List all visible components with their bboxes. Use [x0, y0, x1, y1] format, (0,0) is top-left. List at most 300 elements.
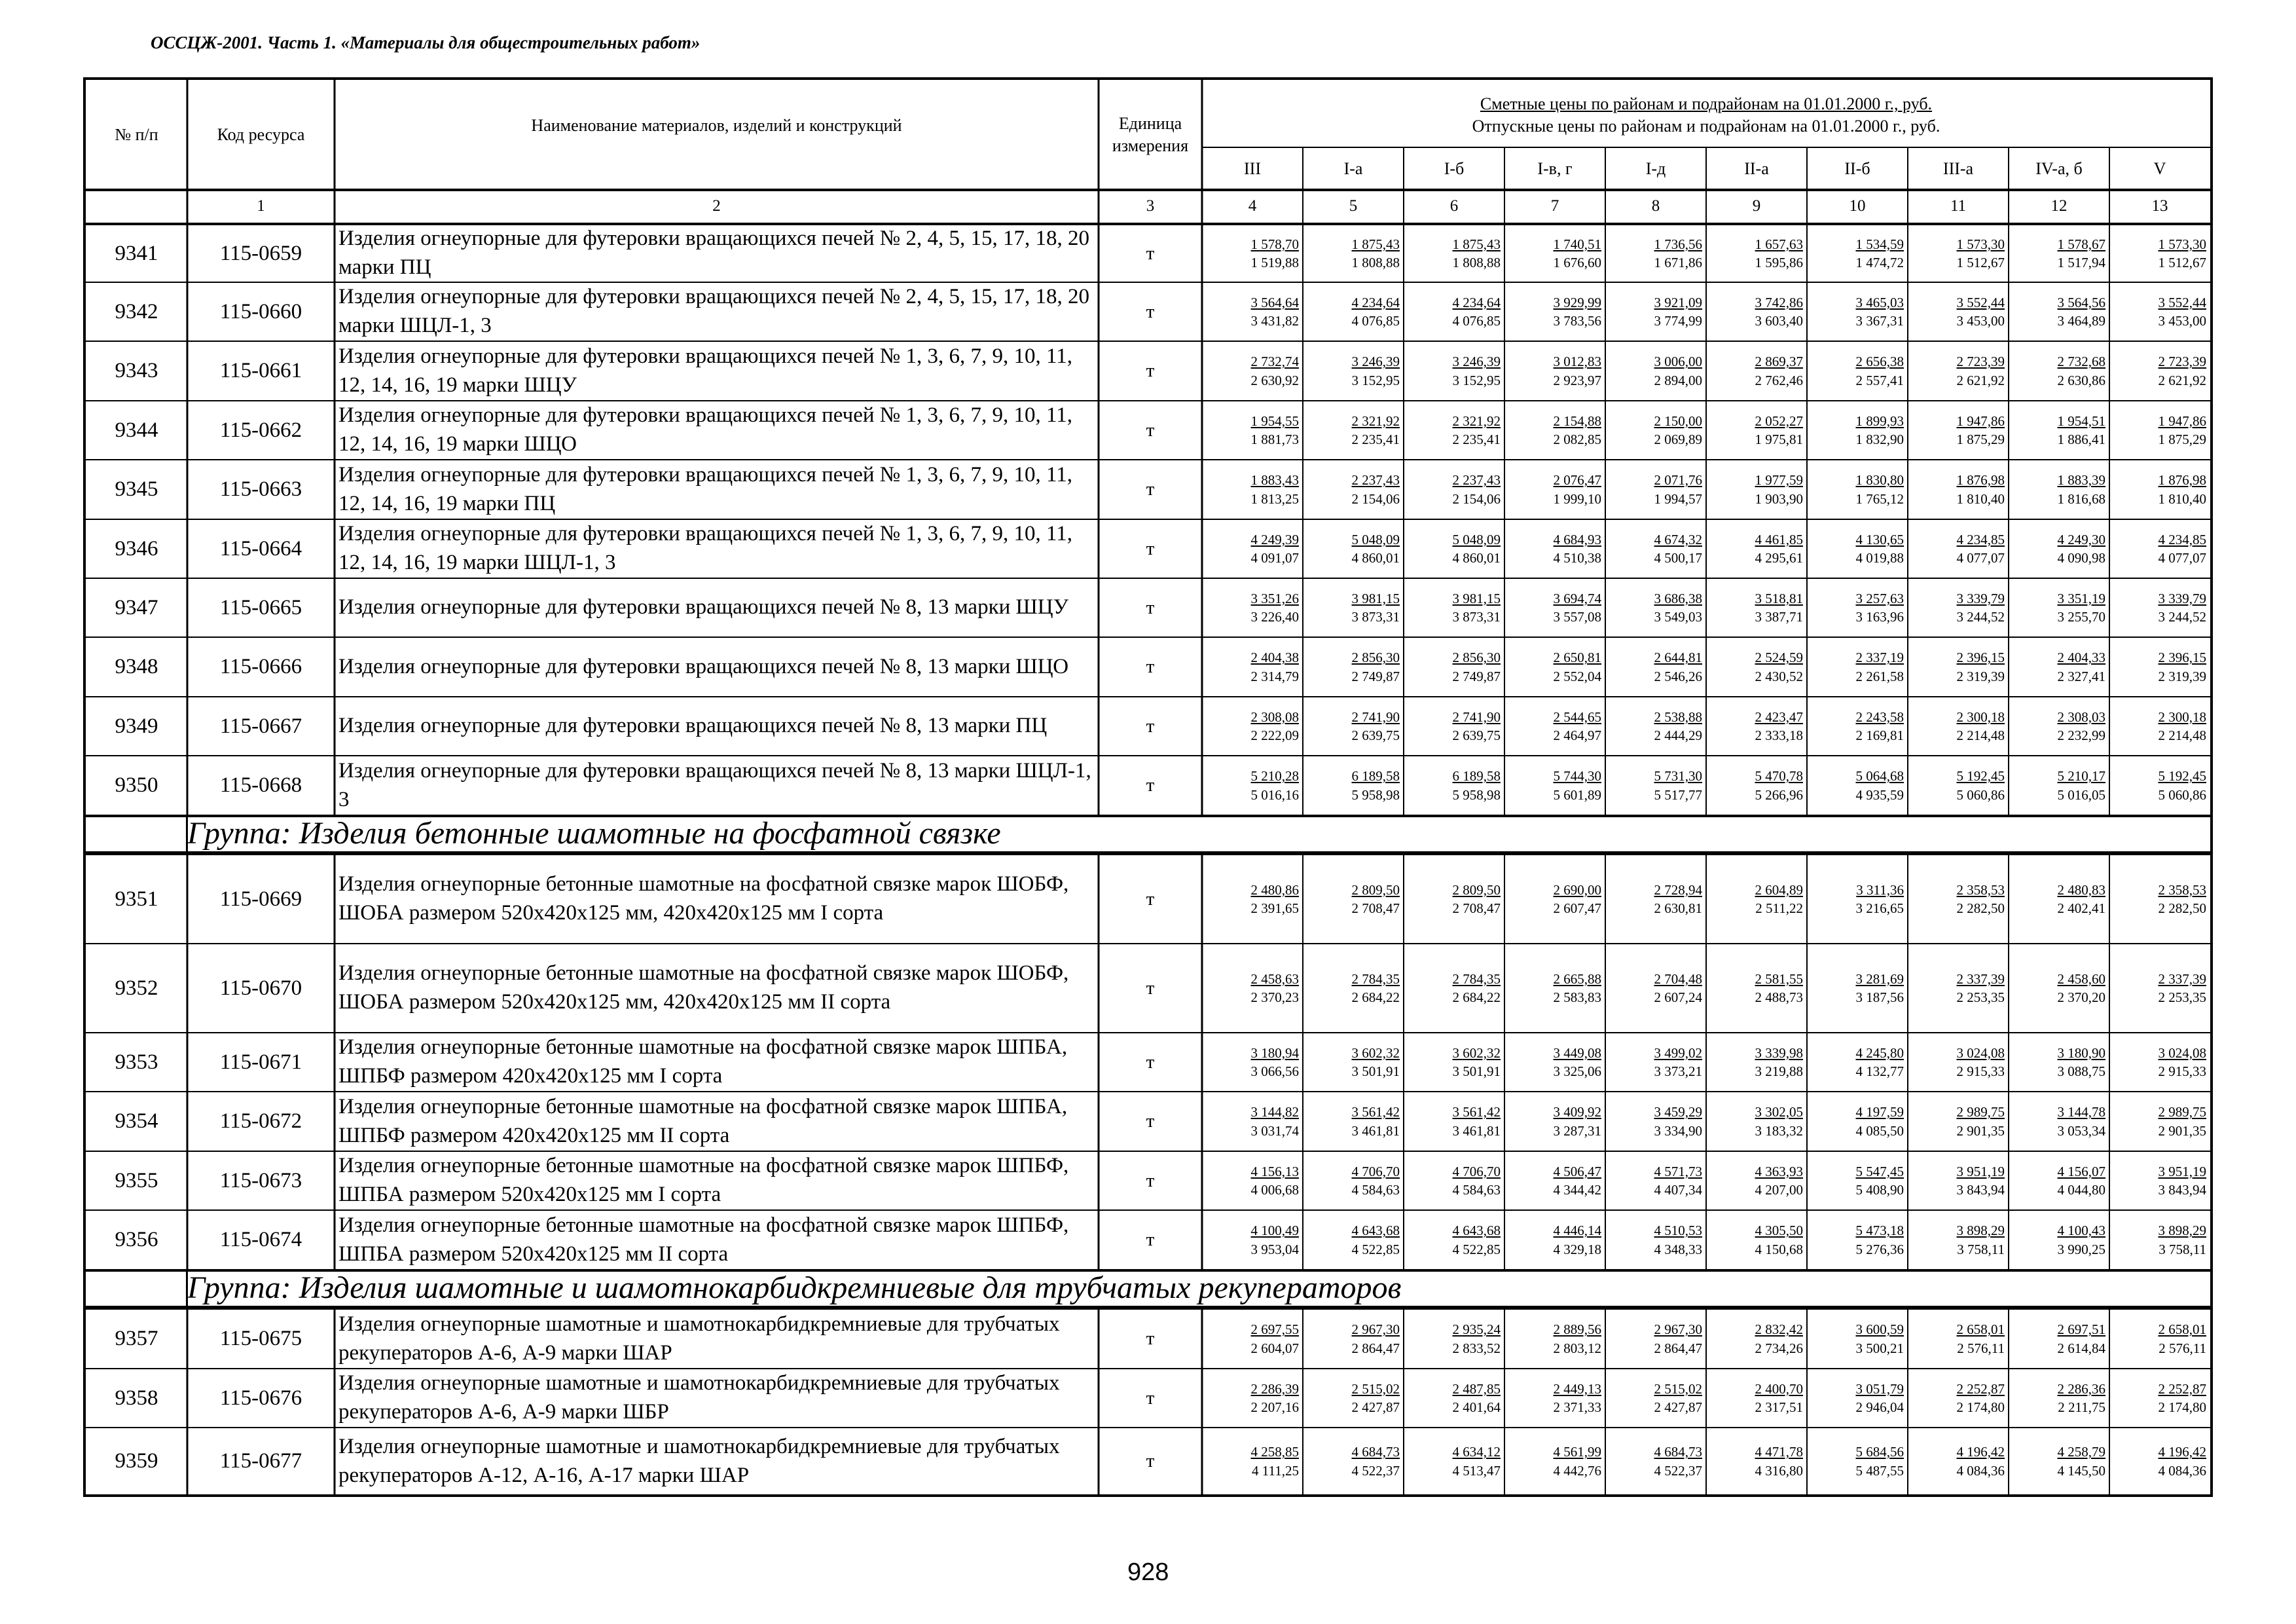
- column-number: 1: [257, 196, 265, 215]
- estimated-price: 2 856,30: [1351, 650, 1400, 666]
- release-price: 3 774,99: [1654, 313, 1702, 329]
- estimated-price: 2 300,18: [1956, 709, 2005, 725]
- header-region: I-б: [1444, 158, 1465, 178]
- price-cell: [2009, 579, 2109, 637]
- price-cell: [2009, 1369, 2109, 1427]
- price-cell: [1202, 579, 1303, 637]
- price-cell: [1303, 1033, 1404, 1091]
- price-cell: [1202, 1369, 1303, 1427]
- price-cell: [1303, 1369, 1404, 1427]
- release-price: 3 758,11: [2159, 1241, 2206, 1257]
- release-price: 3 549,03: [1654, 609, 1702, 625]
- estimated-price: 4 643,68: [1351, 1223, 1400, 1239]
- release-price: 1 875,29: [2158, 432, 2206, 447]
- header-region: I-в, г: [1537, 158, 1573, 178]
- estimated-price: 5 210,28: [1250, 768, 1299, 784]
- estimated-price: 4 684,73: [1351, 1444, 1400, 1460]
- price-cell: [1404, 1428, 1504, 1494]
- release-price: 2 222,09: [1250, 728, 1299, 743]
- row-number: 9341: [115, 241, 158, 265]
- release-price: 2 253,35: [1956, 989, 2005, 1005]
- estimated-price: 2 665,88: [1553, 970, 1601, 987]
- estimated-price: 2 337,19: [1855, 650, 1904, 666]
- material-name: Изделия огнеупорные для футеровки вращающихся печей № 2, 4, 5, 15, 17, 18, 20 марки ШЦЛ-1, 3: [338, 285, 1090, 337]
- material-name: Изделия огнеупорные для футеровки вращающихся печей № 8, 13 марки ШЦУ: [338, 595, 1069, 619]
- estimated-price: 4 234,64: [1351, 294, 1400, 310]
- release-price: 3 387,71: [1755, 609, 1803, 625]
- price-cell: [1202, 1211, 1303, 1269]
- column-number: 5: [1349, 196, 1358, 215]
- release-price: 2 901,35: [1956, 1122, 2005, 1139]
- release-price: 2 552,04: [1553, 668, 1601, 684]
- table-row: [86, 578, 2210, 637]
- price-cell: [1908, 283, 2009, 341]
- estimated-price: 2 889,56: [1553, 1321, 1601, 1338]
- estimated-price: 2 809,50: [1452, 881, 1501, 898]
- price-cell: [1404, 401, 1504, 459]
- release-price: 2 864,47: [1654, 1340, 1702, 1356]
- estimated-price: 3 180,90: [2057, 1044, 2105, 1061]
- estimated-price: 3 024,08: [2158, 1044, 2206, 1061]
- material-name: Изделия огнеупорные бетонные шамотные на фосфатной связке марок ШПБФ, ШПБА размером 520х420х125 мм II сорта: [338, 1213, 1069, 1266]
- release-price: 2 833,52: [1452, 1340, 1501, 1356]
- release-price: 2 427,87: [1351, 1399, 1400, 1415]
- release-price: 3 431,82: [1250, 313, 1299, 329]
- release-price: 2 576,11: [1957, 1340, 2005, 1356]
- price-cell: [1908, 225, 2009, 282]
- release-price: 5 487,55: [1855, 1462, 1904, 1479]
- row-number: 9344: [115, 418, 158, 442]
- release-price: 2 546,26: [1654, 668, 1702, 684]
- estimated-price: 5 064,68: [1855, 768, 1904, 784]
- price-table: [83, 77, 2213, 1497]
- material-name: Изделия огнеупорные бетонные шамотные на фосфатной связке марок ШПБФ, ШПБА размером 520х420х125 мм I сорта: [338, 1154, 1069, 1206]
- price-cell: [1706, 1211, 1807, 1269]
- resource-code: 115-0659: [219, 241, 302, 265]
- row-number: 9354: [115, 1109, 158, 1133]
- column-number: 8: [1651, 196, 1660, 215]
- resource-code: 115-0676: [219, 1386, 302, 1410]
- price-cell: [2009, 855, 2109, 943]
- price-cell: [1908, 401, 2009, 459]
- price-cell: [1706, 520, 1807, 578]
- estimated-price: 2 967,30: [1351, 1321, 1400, 1338]
- release-price: 5 517,77: [1654, 786, 1702, 803]
- price-cell: [2009, 1092, 2109, 1151]
- release-price: 2 430,52: [1755, 668, 1803, 684]
- release-price: 5 016,05: [2057, 786, 2105, 803]
- row-number: 9347: [115, 595, 158, 619]
- row-number: 9351: [115, 887, 158, 911]
- estimated-price: 3 339,98: [1755, 1044, 1803, 1061]
- release-price: 2 333,18: [1755, 728, 1803, 743]
- price-cell: [1605, 1310, 1706, 1368]
- release-price: 2 749,87: [1351, 668, 1400, 684]
- release-price: 2 154,06: [1351, 490, 1400, 507]
- release-price: 4 522,37: [1351, 1462, 1400, 1479]
- price-cell: [1908, 520, 2009, 578]
- estimated-price: 2 150,00: [1654, 413, 1702, 429]
- price-cell: [2109, 638, 2210, 696]
- table-row: [86, 854, 2210, 943]
- group-row: [86, 1269, 2210, 1308]
- release-price: 2 583,83: [1553, 989, 1601, 1005]
- release-price: 2 684,22: [1452, 989, 1501, 1005]
- estimated-price: 2 784,35: [1351, 970, 1400, 987]
- estimated-price: 2 404,38: [1250, 650, 1299, 666]
- price-cell: [1908, 1428, 2009, 1494]
- release-price: 3 031,74: [1250, 1122, 1299, 1139]
- material-name: Изделия огнеупорные для футеровки вращающихся печей № 8, 13 марки ШЦЛ-1, 3: [338, 758, 1091, 811]
- release-price: 3 461,81: [1351, 1122, 1400, 1139]
- price-cell: [1807, 1369, 1908, 1427]
- release-price: 1 808,88: [1351, 255, 1400, 270]
- release-price: 3 187,56: [1855, 989, 1904, 1005]
- release-price: 3 152,95: [1452, 372, 1501, 388]
- estimated-price: 2 458,63: [1250, 970, 1299, 987]
- unit-of-measure: т: [1146, 538, 1155, 559]
- release-price: 2 762,46: [1755, 372, 1803, 388]
- price-cell: [1504, 283, 1605, 341]
- price-cell: [1605, 1369, 1706, 1427]
- release-price: 3 873,31: [1452, 609, 1501, 625]
- price-cell: [1303, 944, 1404, 1032]
- release-price: 2 630,92: [1250, 372, 1299, 388]
- price-cell: [1706, 855, 1807, 943]
- row-number: 9346: [115, 536, 158, 561]
- release-price: 1 517,94: [2057, 255, 2105, 270]
- price-cell: [1202, 1033, 1303, 1091]
- table-row: [86, 1151, 2210, 1209]
- estimated-price: 2 697,55: [1250, 1321, 1299, 1338]
- release-price: 4 316,80: [1755, 1462, 1803, 1479]
- release-price: 2 402,41: [2057, 900, 2105, 916]
- release-price: 1 816,68: [2057, 490, 2105, 507]
- price-cell: [1303, 460, 1404, 519]
- price-cell: [1605, 225, 1706, 282]
- unit-of-measure: т: [1146, 419, 1155, 441]
- estimated-price: 3 898,29: [1956, 1223, 2005, 1239]
- price-cell: [1706, 1310, 1807, 1368]
- price-cell: [2109, 1428, 2210, 1494]
- release-price: 2 261,58: [1855, 668, 1904, 684]
- price-cell: [1504, 1152, 1605, 1209]
- price-cell: [2009, 944, 2109, 1032]
- resource-code: 115-0677: [219, 1449, 302, 1473]
- unit-of-measure: т: [1146, 242, 1155, 264]
- price-cell: [1303, 638, 1404, 696]
- estimated-price: 2 404,33: [2057, 650, 2105, 666]
- price-cell: [1504, 1211, 1605, 1269]
- estimated-price: 2 515,02: [1351, 1380, 1400, 1397]
- resource-code: 115-0666: [219, 655, 302, 678]
- release-price: 3 255,70: [2057, 609, 2105, 625]
- price-cell: [1303, 1092, 1404, 1151]
- material-name: Изделия огнеупорные шамотные и шамотнокарбидкремниевые для трубчатых рекуператоров А-6, А-9 марки ШАР: [338, 1312, 1060, 1365]
- release-price: 2 232,99: [2057, 728, 2105, 743]
- price-cell: [1706, 944, 1807, 1032]
- unit-of-measure: т: [1146, 1229, 1155, 1250]
- estimated-price: 2 396,15: [2158, 650, 2206, 666]
- table-row: [86, 459, 2210, 519]
- release-price: 3 953,04: [1250, 1241, 1299, 1257]
- release-price: 5 958,98: [1351, 786, 1400, 803]
- price-cell: [2009, 1310, 2109, 1368]
- release-price: 3 501,91: [1452, 1063, 1501, 1079]
- header-prices-release: Отпускные цены по районам и подрайонам на 01.01.2000 г., руб.: [1472, 117, 1941, 136]
- release-price: 1 512,67: [2158, 255, 2206, 270]
- estimated-price: 3 981,15: [1351, 590, 1400, 606]
- price-cell: [2109, 1152, 2210, 1209]
- material-name: Изделия огнеупорные для футеровки вращающихся печей № 2, 4, 5, 15, 17, 18, 20 марки ПЦ: [338, 227, 1090, 279]
- price-cell: [1303, 855, 1404, 943]
- estimated-price: 3 742,86: [1755, 294, 1803, 310]
- estimated-price: 4 571,73: [1654, 1163, 1702, 1179]
- estimated-price: 1 947,86: [1956, 413, 2005, 429]
- release-price: 4 407,34: [1654, 1182, 1702, 1198]
- release-price: 1 994,57: [1654, 490, 1702, 507]
- release-price: 4 084,36: [2158, 1462, 2206, 1479]
- price-cell: [1303, 520, 1404, 578]
- estimated-price: 2 524,59: [1755, 650, 1803, 666]
- row-number: 9348: [115, 655, 158, 678]
- price-cell: [2109, 697, 2210, 755]
- row-number: 9357: [115, 1327, 158, 1350]
- estimated-price: 2 154,88: [1553, 413, 1601, 429]
- price-cell: [2109, 1033, 2210, 1091]
- price-cell: [1908, 342, 2009, 400]
- header-prices-estimated: Сметные цены по районам и подрайонам на 01.01.2000 г., руб.: [1480, 94, 1933, 114]
- estimated-price: 2 869,37: [1755, 354, 1803, 370]
- estimated-price: 2 321,92: [1452, 413, 1501, 429]
- price-cell: [1807, 1310, 1908, 1368]
- price-cell: [2109, 579, 2210, 637]
- estimated-price: 6 189,58: [1351, 768, 1400, 784]
- release-price: 5 060,86: [2158, 786, 2206, 803]
- estimated-price: 2 741,90: [1351, 709, 1400, 725]
- estimated-price: 1 876,98: [1956, 472, 2005, 489]
- estimated-price: 3 339,79: [1956, 590, 2005, 606]
- release-price: 4 076,85: [1452, 313, 1501, 329]
- group-title: Группа: Изделия бетонные шамотные на фосфатной связке: [187, 816, 1001, 851]
- row-number: 9356: [115, 1228, 158, 1251]
- release-price: 4 085,50: [1855, 1122, 1904, 1139]
- price-cell: [2009, 342, 2109, 400]
- row-number: 9349: [115, 714, 158, 738]
- release-price: 2 621,92: [1956, 372, 2005, 388]
- estimated-price: 3 144,82: [1250, 1104, 1299, 1120]
- price-cell: [1202, 401, 1303, 459]
- price-cell: [2109, 1310, 2210, 1368]
- release-price: 2 427,87: [1654, 1399, 1702, 1415]
- estimated-price: 4 674,32: [1654, 531, 1702, 547]
- release-price: 4 584,63: [1351, 1182, 1400, 1198]
- estimated-price: 2 581,55: [1755, 970, 1803, 987]
- estimated-price: 2 308,03: [2057, 709, 2105, 725]
- price-cell: [1303, 225, 1404, 282]
- price-cell: [1706, 342, 1807, 400]
- price-cell: [1202, 944, 1303, 1032]
- release-price: 2 282,50: [2158, 900, 2206, 916]
- release-price: 3 367,31: [1855, 313, 1904, 329]
- release-price: 3 216,65: [1855, 900, 1904, 916]
- column-number: 9: [1752, 196, 1761, 215]
- release-price: 2 734,26: [1755, 1340, 1803, 1356]
- estimated-price: 3 564,56: [2057, 294, 2105, 310]
- estimated-price: 4 561,99: [1553, 1444, 1601, 1460]
- price-cell: [2109, 855, 2210, 943]
- release-price: 2 621,92: [2158, 372, 2206, 388]
- row-number: 9359: [115, 1449, 158, 1473]
- release-price: 4 084,36: [1956, 1462, 2005, 1479]
- price-cell: [2009, 638, 2109, 696]
- price-cell: [1504, 520, 1605, 578]
- estimated-price: 4 234,64: [1452, 294, 1501, 310]
- release-price: 4 295,61: [1755, 550, 1803, 566]
- estimated-price: 4 258,85: [1250, 1444, 1299, 1460]
- estimated-price: 2 732,74: [1250, 354, 1299, 370]
- price-cell: [1605, 1152, 1706, 1209]
- release-price: 3 603,40: [1755, 313, 1803, 329]
- price-cell: [2109, 944, 2210, 1032]
- estimated-price: 3 144,78: [2057, 1104, 2105, 1120]
- estimated-price: 2 286,36: [2057, 1380, 2105, 1397]
- estimated-price: 3 339,79: [2158, 590, 2206, 606]
- estimated-price: 3 449,08: [1553, 1044, 1601, 1061]
- release-price: 3 843,94: [2158, 1182, 2206, 1198]
- estimated-price: 3 281,69: [1855, 970, 1904, 987]
- row-number: 9358: [115, 1386, 158, 1410]
- price-cell: [1303, 1152, 1404, 1209]
- row-number: 9352: [115, 976, 158, 1000]
- estimated-price: 4 234,85: [2158, 531, 2206, 547]
- estimated-price: 2 690,00: [1553, 881, 1601, 898]
- release-price: 2 630,86: [2057, 372, 2105, 388]
- resource-code: 115-0670: [219, 976, 302, 1000]
- release-price: 2 169,81: [1855, 728, 1904, 743]
- price-cell: [2109, 756, 2210, 815]
- price-cell: [1605, 1211, 1706, 1269]
- price-cell: [2109, 225, 2210, 282]
- release-price: 2 069,89: [1654, 432, 1702, 447]
- release-price: 2 444,29: [1654, 728, 1702, 743]
- material-name: Изделия огнеупорные бетонные шамотные на фосфатной связке марок ШПБА, ШПБФ размером 420х420х125 мм I сорта: [338, 1035, 1068, 1088]
- resource-code: 115-0661: [219, 359, 302, 382]
- price-cell: [1303, 756, 1404, 815]
- price-cell: [2109, 401, 2210, 459]
- resource-code: 115-0663: [219, 477, 302, 501]
- material-name: Изделия огнеупорные для футеровки вращающихся печей № 1, 3, 6, 7, 9, 10, 11, 12, 14, 16, 19 марки ШЦО: [338, 403, 1073, 456]
- release-price: 2 082,85: [1553, 432, 1601, 447]
- estimated-price: 4 245,80: [1855, 1044, 1904, 1061]
- column-number: 3: [1146, 196, 1155, 215]
- price-cell: [1807, 1428, 1908, 1494]
- price-cell: [1202, 756, 1303, 815]
- document-header: ОССЦЖ-2001. Часть 1. «Материалы для общестроительных работ»: [151, 33, 701, 52]
- price-cell: [1303, 697, 1404, 755]
- release-price: 1 765,12: [1855, 490, 1904, 507]
- price-cell: [1605, 342, 1706, 400]
- price-cell: [1908, 1092, 2009, 1151]
- release-price: 2 214,48: [2158, 728, 2206, 743]
- unit-of-measure: т: [1146, 1051, 1155, 1073]
- price-cell: [1908, 1033, 2009, 1091]
- estimated-price: 4 258,79: [2057, 1444, 2105, 1460]
- release-price: 1 975,81: [1755, 432, 1803, 447]
- release-price: 1 813,25: [1250, 490, 1299, 507]
- price-cell: [1605, 401, 1706, 459]
- price-cell: [1908, 1152, 2009, 1209]
- release-price: 3 244,52: [1956, 609, 2005, 625]
- price-cell: [1202, 697, 1303, 755]
- estimated-price: 2 480,86: [1250, 881, 1299, 898]
- release-price: 2 319,39: [1956, 668, 2005, 684]
- release-price: 3 334,90: [1654, 1122, 1702, 1139]
- price-cell: [1706, 638, 1807, 696]
- unit-of-measure: т: [1146, 360, 1155, 381]
- price-cell: [1807, 1152, 1908, 1209]
- release-price: 2 370,23: [1250, 989, 1299, 1005]
- price-cell: [1706, 1033, 1807, 1091]
- estimated-price: 2 487,85: [1452, 1380, 1501, 1397]
- price-cell: [1303, 342, 1404, 400]
- price-cell: [1605, 697, 1706, 755]
- release-price: 4 860,01: [1351, 550, 1400, 566]
- estimated-price: 3 552,44: [1956, 294, 2005, 310]
- estimated-price: 5 731,30: [1654, 768, 1702, 784]
- estimated-price: 1 977,59: [1755, 472, 1803, 489]
- table-row: [86, 400, 2210, 459]
- price-cell: [1504, 1428, 1605, 1494]
- estimated-price: 2 337,39: [1956, 970, 2005, 987]
- price-cell: [1202, 225, 1303, 282]
- row-number: 9355: [115, 1168, 158, 1192]
- price-cell: [1807, 1033, 1908, 1091]
- estimated-price: 3 351,26: [1250, 590, 1299, 606]
- price-cell: [1706, 1152, 1807, 1209]
- price-cell: [1504, 1092, 1605, 1151]
- release-price: 5 060,86: [1956, 786, 2005, 803]
- release-price: 2 370,20: [2057, 989, 2105, 1005]
- price-cell: [1605, 638, 1706, 696]
- price-cell: [1202, 342, 1303, 400]
- unit-of-measure: т: [1146, 1450, 1155, 1471]
- release-price: 3 152,95: [1351, 372, 1400, 388]
- release-price: 3 325,06: [1553, 1063, 1601, 1079]
- estimated-price: 5 547,45: [1855, 1163, 1904, 1179]
- header-region: V: [2153, 158, 2166, 178]
- price-cell: [1404, 855, 1504, 943]
- price-cell: [1504, 1033, 1605, 1091]
- release-price: 1 886,41: [2057, 432, 2105, 447]
- price-cell: [1605, 1092, 1706, 1151]
- material-name: Изделия огнеупорные бетонные шамотные на фосфатной связке марок ШОБФ, ШОБА размером 520х420х125 мм, 420х420х125 мм I сорта: [338, 872, 1069, 925]
- release-price: 2 235,41: [1351, 432, 1400, 447]
- estimated-price: 1 736,56: [1654, 236, 1702, 252]
- price-cell: [2009, 756, 2109, 815]
- price-cell: [1202, 638, 1303, 696]
- release-price: 2 557,41: [1855, 372, 1904, 388]
- price-cell: [2009, 1428, 2109, 1494]
- price-cell: [2109, 1369, 2210, 1427]
- estimated-price: 3 951,19: [2158, 1163, 2206, 1179]
- estimated-price: 5 192,45: [2158, 768, 2206, 784]
- release-price: 2 803,12: [1553, 1340, 1601, 1356]
- release-price: 2 684,22: [1351, 989, 1400, 1005]
- release-price: 2 708,47: [1452, 900, 1501, 916]
- estimated-price: 1 954,51: [2057, 413, 2105, 429]
- estimated-price: 3 012,83: [1553, 354, 1601, 370]
